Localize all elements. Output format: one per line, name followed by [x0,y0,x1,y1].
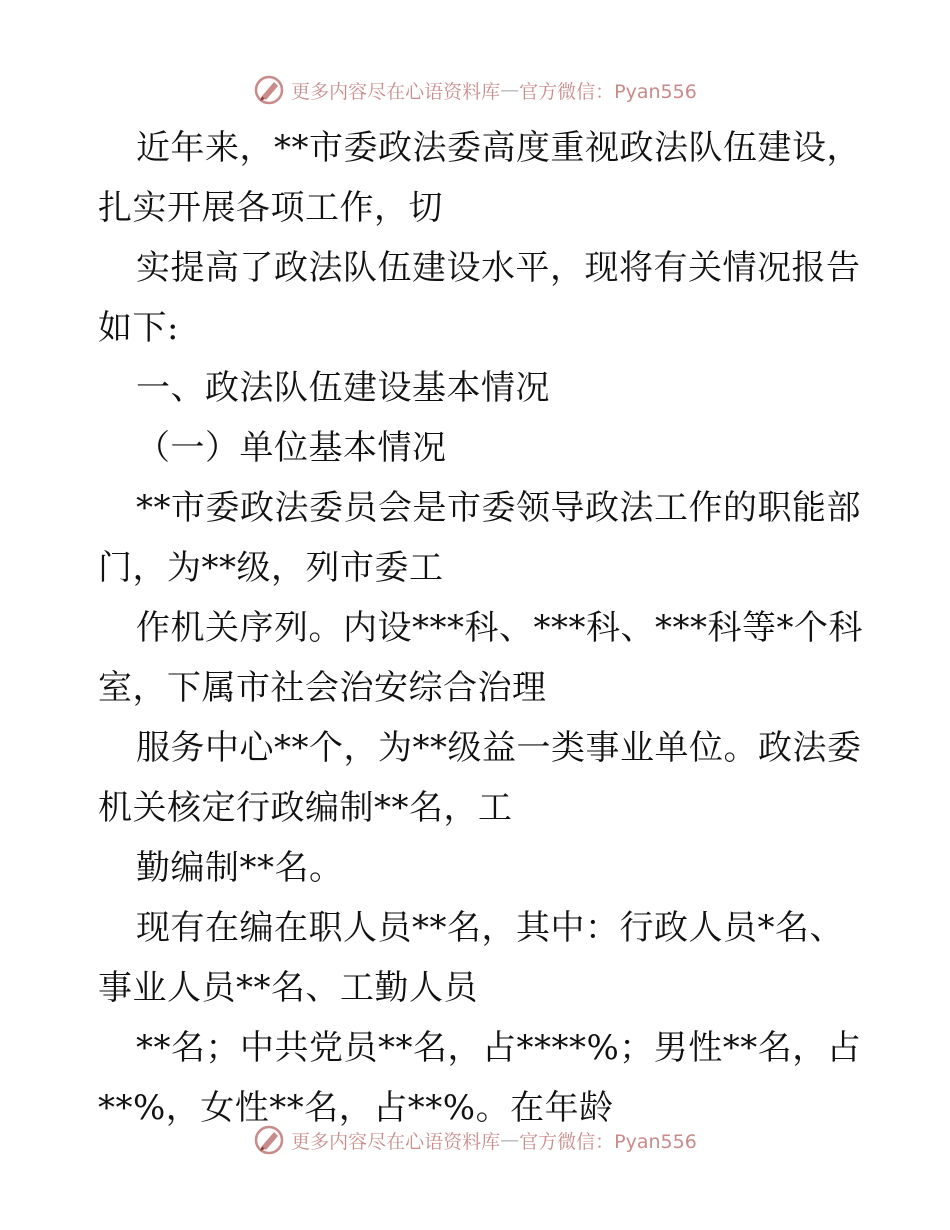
banner-main-text: 更多内容尽在心语资料库 [291,1130,501,1153]
pen-logo-icon [253,74,285,106]
paragraph-line: 如下: [98,308,179,348]
paragraph-line: **名；中共党员**名，占****%；男性**名，占 [136,1028,862,1068]
paragraph-line: 室，下属市社会治安综合治理 [98,668,547,708]
paragraph-line: 实提高了政法队伍建设水平，现将有关情况报告 [136,248,861,288]
paragraph-line: 门，为**级，列市委工 [98,548,444,588]
footer-watermark-banner [0,1120,950,1160]
subsection-heading: （一）单位基本情况 [136,428,447,468]
paragraph-line: 事业人员**名、工勤人员 [98,968,478,1008]
paragraph-line: 现有在编在职人员**名，其中：行政人员*名、 [136,908,844,948]
paragraph-line: 服务中心**个，为**级益一类事业单位。政法委 [136,728,862,768]
pen-logo-icon [253,1124,285,1156]
section-heading: 一、政法队伍建设基本情况 [136,368,550,408]
paragraph-line: **市委政法委员会是市委领导政法工作的职能部 [136,488,861,528]
banner-dash: — [500,79,520,101]
paragraph-line: 勤编制**名。 [136,848,344,888]
banner-dash: — [500,1129,520,1151]
paragraph-line: **%，女性**名，占**%。在年龄 [98,1088,614,1128]
banner-main-text: 更多内容尽在心语资料库 [291,80,501,103]
document-body [98,118,863,1138]
paragraph-line: 扎实开展各项工作，切 [98,188,443,228]
header-watermark-banner [0,70,950,110]
paragraph-line: 近年来，**市委政法委高度重视政法队伍建设， [136,128,861,168]
paragraph-line: 作机关序列。内设***科、***科、***科等*个科 [136,608,863,648]
banner-wechat-text: 官方微信：Pyan556 [519,1130,697,1153]
banner-wechat-text: 官方微信：Pyan556 [519,80,697,103]
paragraph-line: 机关核定行政编制**名，工 [98,788,513,828]
